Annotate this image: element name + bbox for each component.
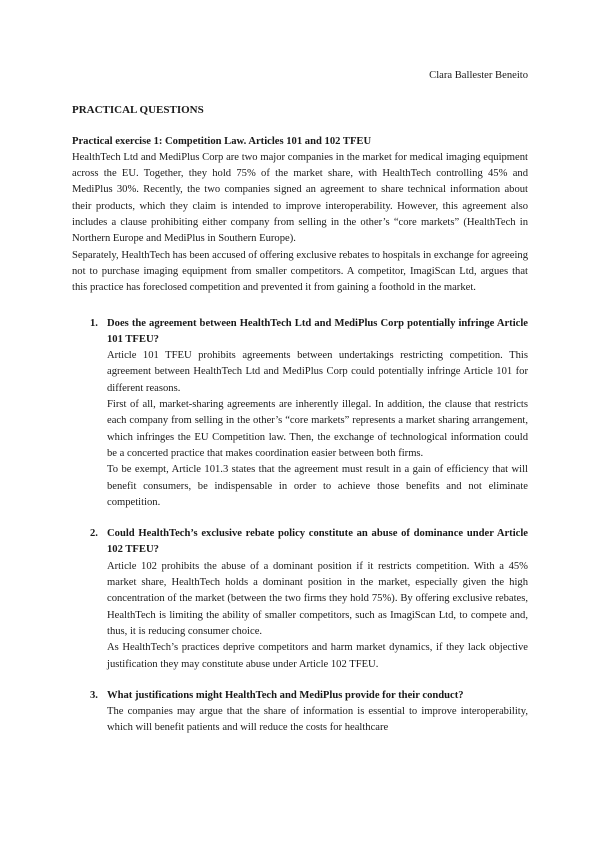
document-page: [72, 68, 528, 752]
question-number: 2.: [90, 528, 98, 540]
answer-paragraph: To be exempt, Article 101.3 states that the agreement must result in a gain of efficiency that will benefit consumers, be indispensable in order to achieve those benefits and not eliminate competition.: [107, 464, 528, 508]
exercise-paragraph-2: Separately, HealthTech has been accused of offering exclusive rebates to hospitals in exchange for agreeing not to purchase imaging equipment from smaller competitors. A competitor, ImagiScan Ltd, argues that this practice has foreclosed competition and prevented it from gaining a foothold in the market.: [72, 249, 528, 294]
question-2: [90, 526, 528, 673]
exercise-heading: Practical exercise 1: Competition Law. Articles 101 and 102 TFEU: [72, 135, 372, 147]
question-3: [90, 688, 528, 737]
answer-paragraph: The companies may argue that the share of information is essential to improve interoperability, which will benefit patients and will reduce the costs for healthcare: [107, 706, 528, 734]
author-name: Clara Ballester Beneito: [429, 70, 528, 81]
question-number: 1.: [90, 317, 98, 329]
answer-paragraph: First of all, market-sharing agreements are inherently illegal. In addition, the clause that restricts each company from selling in the other’s “core markets” represents a market sharing arrangement, which infringes the EU Competition law. Then, the exchange of technological information could be a concerted practice that makes coordination easier between both firms.: [107, 399, 528, 459]
question-number: 3.: [90, 689, 98, 701]
question-title: Could HealthTech’s exclusive rebate policy constitute an abuse of dominance under Article 102 TFEU?: [107, 528, 528, 556]
question-title: What justifications might HealthTech and MediPlus provide for their conduct?: [107, 689, 464, 701]
question-1: [90, 316, 528, 512]
exercise-paragraph-1: HealthTech Ltd and MediPlus Corp are two major companies in the market for medical imaging equipment across the EU. Together, they hold 75% of the market share, with HealthTech controlling 45% and MediPlus 30%. Recently, the two companies signed an agreement to share technical information about their products, which they claim is intended to improve interoperability. However, this agreement also includes a clause prohibiting either company from selling in the other’s “core markets” (HealthTech in Northern Europe and MediPlus in Southern Europe).: [72, 151, 528, 245]
answer-paragraph: As HealthTech’s practices deprive competitors and harm market dynamics, if they lack objective justification they may constitute abuse under Article 102 TFEU.: [107, 642, 528, 670]
question-title: Does the agreement between HealthTech Ltd and MediPlus Corp potentially infringe Article 101 TFEU?: [107, 317, 528, 345]
answer-paragraph: Article 101 TFEU prohibits agreements between undertakings restricting competition. This agreement between HealthTech Ltd and MediPlus Corp could potentially infringe Article 101 for different reasons.: [107, 350, 528, 394]
page-title: PRACTICAL QUESTIONS: [72, 104, 204, 117]
answer-paragraph: Article 102 prohibits the abuse of a dominant position if it restricts competition. With a 45% market share, HealthTech holds a dominant position in the market, especially given the high concentration of the market (between the two firms they hold 75%). By offering exclusive rebates, HealthTech is limiting the ability of smaller competitors, such as ImagiScan Ltd, to compete and, thus, it is reducing consumer choice.: [107, 560, 528, 637]
questions-list: [72, 316, 528, 737]
